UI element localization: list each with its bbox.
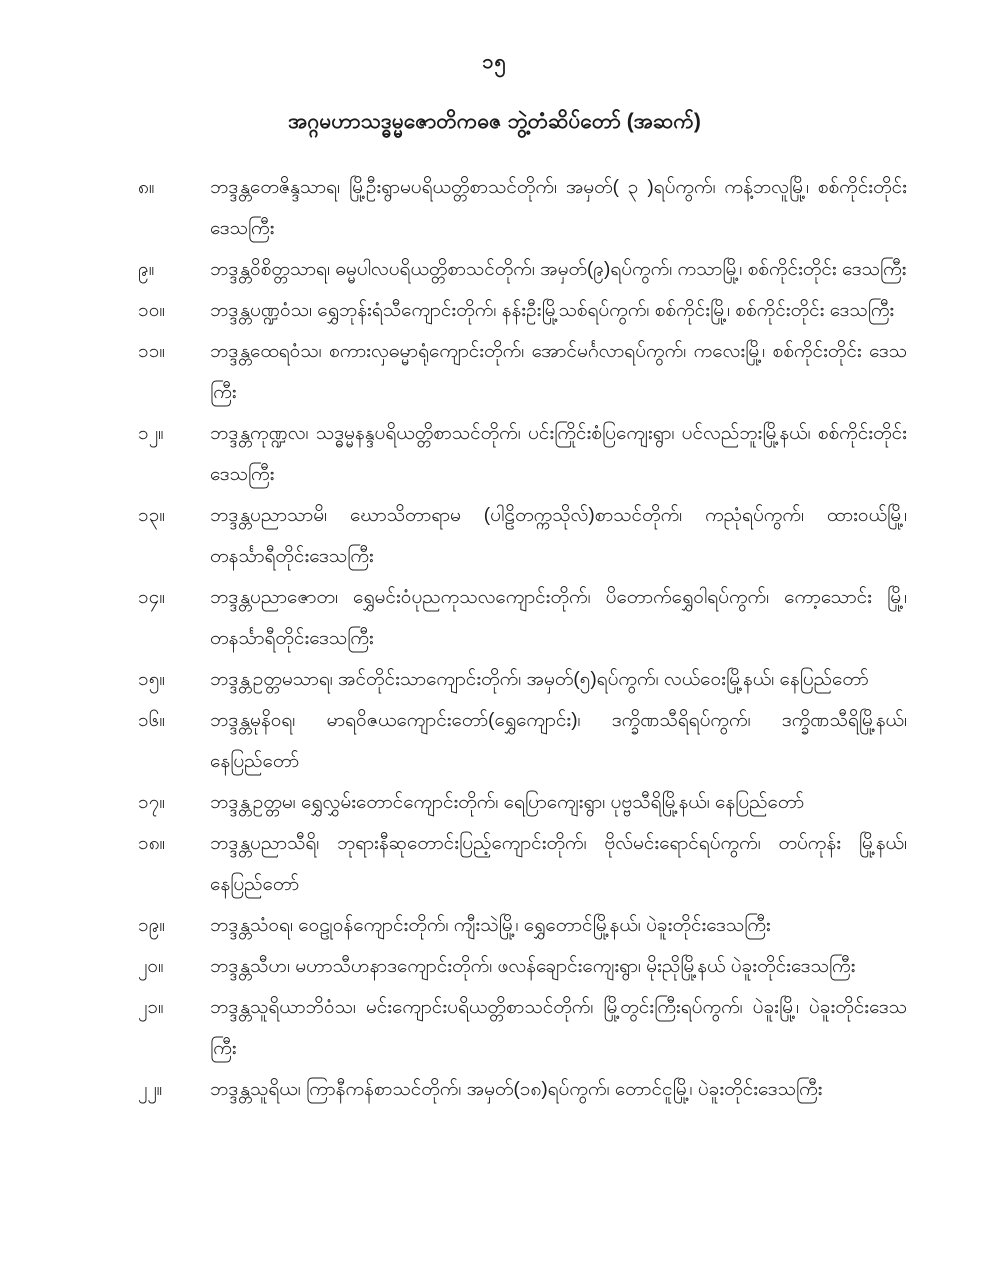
item-text: ဘဒ္ဒန္တဥတ္တမသာရ၊ အင်တိုင်းသာကျောင်းတိုက်၊ အမှတ်(၅)ရပ်ကွက်၊ လယ်ဝေးမြို့နယ်၊ နေပြည်တော် (210, 669, 869, 690)
list-item (138, 495, 907, 577)
item-text: ဘဒ္ဒန္တပညာသာမိ၊ ဃောသိတာရာမ (ပါဠိတက္ကသိုလ်)စာသင်တိုက်၊ ကညုံရပ်ကွက်၊ ထားဝယ်မြို့၊ တနင်္သာရီတိုင်းဒေသကြီး (210, 505, 907, 567)
list-item (138, 905, 907, 946)
item-number: ၈။ (138, 177, 155, 198)
list-item (138, 577, 907, 659)
list-item (138, 700, 907, 782)
item-text: ဘဒ္ဒန္တသံဝရ၊ ဝေဠုဝန်ကျောင်းတိုက်၊ ကျီးသဲမြို့၊ ရွှေတောင်မြို့နယ်၊ ပဲခူးတိုင်းဒေသကြီး (210, 915, 771, 936)
item-text: ဘဒ္ဒန္တပညာဇောတ၊ ရွှေမင်းဝံပုညကုသလကျောင်းတိုက်၊ ပိတောက်ရွှေဝါရပ်ကွက်၊ ကော့သောင်း မြို့၊ တနင်္သာရီတိုင်းဒေသကြီး (210, 587, 907, 649)
item-text: ဘဒ္ဒန္တသီဟ၊ မဟာသီဟနာဒကျောင်းတိုက်၊ ဖလန်ချောင်းကျေးရွာ၊ မိုးညိုမြို့နယ် ပဲခူးတိုင်းဒေသကြီး (210, 956, 856, 977)
item-number: ၁၉။ (138, 915, 166, 936)
conferment-list (0, 167, 989, 1110)
item-text: ဘဒ္ဒန္တကုဏ္ဍလ၊ သဒ္ဓမ္မနန္ဒပရိယတ္တိစာသင်တိုက်၊ ပင်းကြိုင်းစံပြကျေးရွာ၊ ပင်လည်ဘူးမြို့နယ်၊ စစ်ကိုင်းတိုင်းဒေသကြီး (210, 423, 907, 485)
list-item (138, 987, 907, 1069)
list-item (138, 249, 907, 290)
list-item (138, 946, 907, 987)
item-number: ၁၀။ (138, 300, 166, 321)
item-number: ၁၈။ (138, 833, 166, 854)
item-text: ဘဒ္ဒန္တမုနိဝရ၊ မာရဝိဇယကျောင်းတော်(ရွှေကျောင်း)၊ ဒက္ခိဏသီရိရပ်ကွက်၊ ဒက္ခိဏသီရိမြို့နယ်၊ နေပြည်တော် (210, 710, 907, 772)
page-number: ၁၅ (482, 51, 507, 73)
item-number: ၁၇။ (138, 792, 166, 813)
item-number: ၁၂။ (138, 423, 164, 444)
list-item (138, 413, 907, 495)
list-item (138, 659, 907, 700)
list-item (138, 1069, 907, 1110)
item-text: ဘဒ္ဒန္တထေရဝံသ၊ စကားလှဓမ္မာရုံကျောင်းတိုက်၊ အောင်မင်္ဂလာရပ်ကွက်၊ ကလေးမြို့၊ စစ်ကိုင်းတိုင်း ဒေသကြီး (210, 341, 907, 403)
item-text: ဘဒ္ဒန္တသူရိယာဘိဝံသ၊ မင်းကျောင်းပရိယတ္တိစာသင်တိုက်၊ မြို့တွင်းကြီးရပ်ကွက်၊ ပဲခူးမြို့၊ ပဲခူးတိုင်းဒေသကြီး (210, 997, 907, 1059)
item-number: ၁၁။ (138, 341, 166, 362)
document-title: အဂ္ဂမဟာသဒ္ဓမ္မဇောတိကဓဇ ဘွဲ့တံဆိပ်တော် (အဆက်) (288, 110, 701, 133)
list-item (138, 823, 907, 905)
item-text: ဘဒ္ဒန္တတေဇိန္ဒသာရ၊ မြို့ဦးရွာမပရိယတ္တိစာသင်တိုက်၊ အမှတ်( ၃ )ရပ်ကွက်၊ ကန့်ဘလူမြို့၊ စစ်ကိုင်းတိုင်းဒေသကြီး (210, 177, 907, 239)
item-number: ၉။ (138, 259, 155, 280)
item-text: ဘဒ္ဒန္တပညာသီရိ၊ ဘုရားနီဆုတောင်းပြည့်ကျောင်းတိုက်၊ ဗိုလ်မင်းရောင်ရပ်ကွက်၊ တပ်ကုန်း မြို့နယ်၊ နေပြည်တော် (210, 833, 907, 895)
list-item (138, 782, 907, 823)
item-number: ၁၅။ (138, 669, 166, 690)
item-text: ဘဒ္ဒန္တဝိစိတ္တသာရ၊ ဓမ္မပါလပရိယတ္တိစာသင်တိုက်၊ အမှတ်(၉)ရပ်ကွက်၊ ကသာမြို့၊ စစ်ကိုင်းတိုင်း ဒေသကြီး (210, 259, 907, 280)
item-number: ၂၀။ (138, 956, 164, 977)
list-item (138, 167, 907, 249)
item-number: ၁၄။ (138, 587, 166, 608)
list-item (138, 331, 907, 413)
item-number: ၂၁။ (138, 997, 164, 1018)
item-text: ဘဒ္ဒန္တဥတ္တမ၊ ရွှေလွှမ်းတောင်ကျောင်းတိုက်၊ ရေပြာကျေးရွာ၊ ပုဗ္ဗသီရိမြို့နယ်၊ နေပြည်တော် (210, 792, 805, 813)
item-text: ဘဒ္ဒန္တပဏ္ဍဝံသ၊ ရွှေဘုန်းရံသီကျောင်းတိုက်၊ နန်းဦးမြို့သစ်ရပ်ကွက်၊ စစ်ကိုင်းမြို့၊ စစ်ကိုင်းတိုင်း ဒေသကြီး (210, 300, 895, 321)
item-number: ၂၂။ (138, 1079, 163, 1100)
item-number: ၁၆။ (138, 710, 166, 731)
list-item (138, 290, 907, 331)
item-text: ဘဒ္ဒန္တသူရိယ၊ ကြာနီကန်စာသင်တိုက်၊ အမှတ်(၁၈)ရပ်ကွက်၊ တောင်ငူမြို့၊ ပဲခူးတိုင်းဒေသကြီး (210, 1079, 823, 1100)
item-number: ၁၃။ (138, 505, 166, 526)
